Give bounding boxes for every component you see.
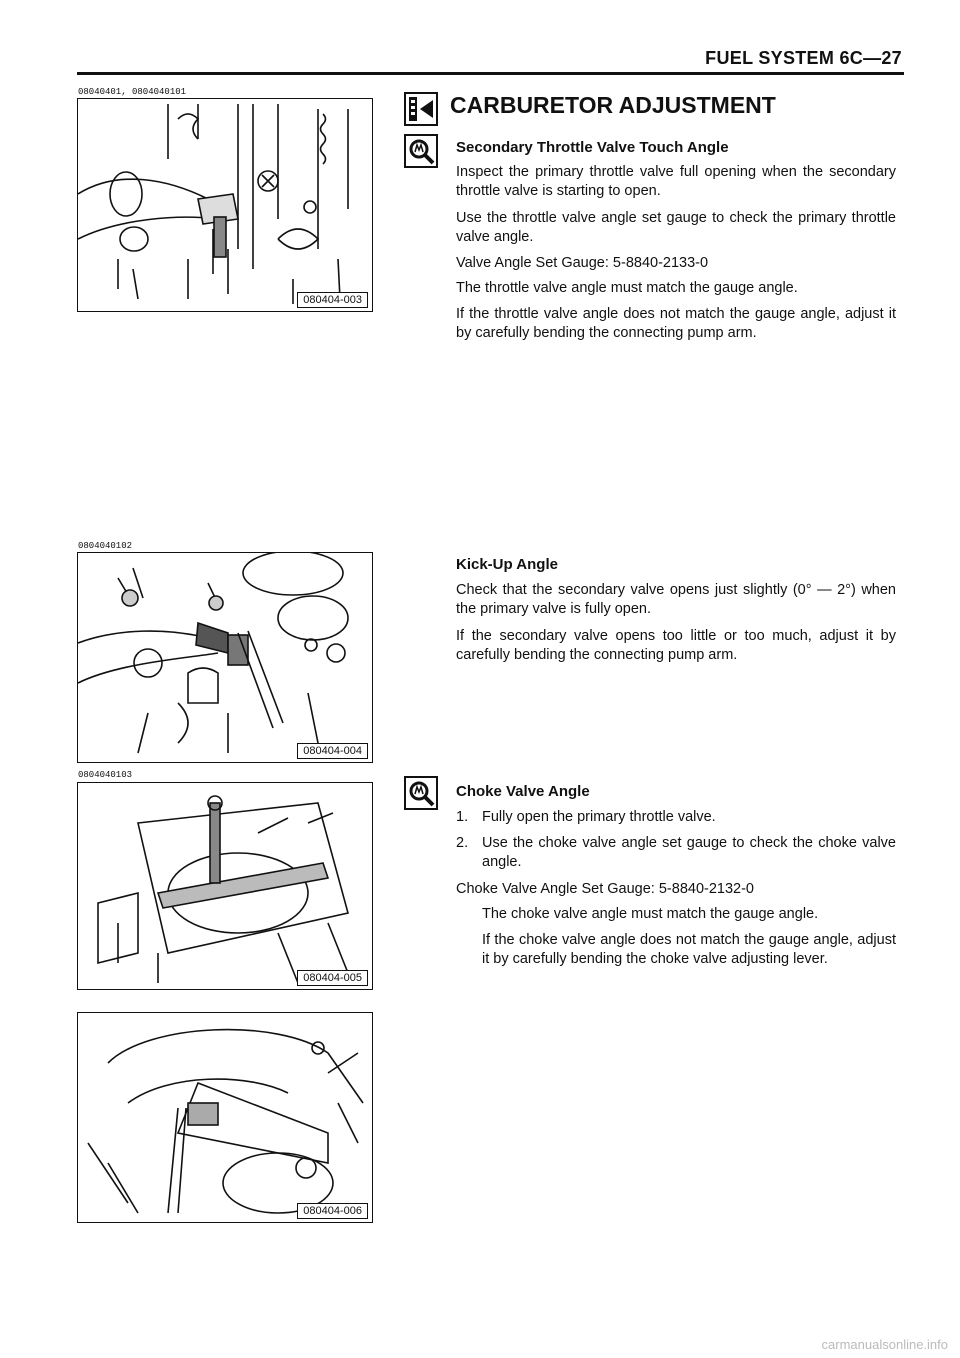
choke-lever-drawing — [78, 1013, 372, 1222]
paragraph: Inspect the primary throttle valve full opening when the secondary throttle valve is starting to open. — [456, 164, 896, 199]
paragraph: If the secondary valve opens too little or too much, adjust it by carefully bending the connecting pump arm. — [456, 628, 896, 663]
tool-spec: Choke Valve Angle Set Gauge: 5-8840-2132-0 — [456, 881, 754, 897]
tool-spec: Valve Angle Set Gauge: 5-8840-2133-0 — [456, 255, 709, 271]
figure-code: 080404-006 — [297, 1203, 368, 1219]
secondary-touch-heading: Secondary Throttle Valve Touch Angle — [456, 139, 729, 156]
figure-ref: 08040401, 0804040101 — [78, 87, 187, 97]
step-number: 1. — [456, 809, 469, 825]
figure-code: 080404-005 — [297, 970, 368, 986]
paragraph: Use the throttle valve angle set gauge to check the primary throttle valve angle. — [456, 210, 896, 245]
page-header: FUEL SYSTEM 6C—27 — [705, 48, 902, 68]
inspection-icon — [404, 134, 438, 168]
paragraph: The choke valve angle must match the gauge angle. — [482, 906, 819, 922]
figure-code: 080404-004 — [297, 743, 368, 759]
paragraph: The throttle valve angle must match the gauge angle. — [456, 280, 798, 296]
kick-up-heading: Kick-Up Angle — [456, 556, 558, 573]
site-watermark: carmanualsonline.info — [821, 1337, 948, 1352]
inspection-icon — [404, 776, 438, 810]
choke-gauge-drawing — [78, 783, 372, 989]
figure-code: 080404-003 — [297, 292, 368, 308]
choke-heading: Choke Valve Angle — [456, 783, 590, 800]
figure-1-illustration — [77, 98, 373, 312]
carburetor-pliers-drawing-2 — [78, 553, 372, 762]
paragraph: Check that the secondary valve opens just slightly (0° — 2°) when the primary valve is fully open. — [456, 582, 896, 617]
figure-2-illustration — [77, 552, 373, 763]
figure-3-illustration — [77, 782, 373, 990]
figure-4-illustration — [77, 1012, 373, 1223]
paragraph: If the throttle valve angle does not match the gauge angle, adjust it by carefully bending the connecting pump arm. — [456, 306, 896, 341]
step-text: Use the choke valve angle set gauge to check the choke valve angle. — [482, 835, 896, 870]
carburetor-pliers-drawing-1 — [78, 99, 372, 311]
paragraph: If the choke valve angle does not match the gauge angle, adjust it by carefully bending the choke valve adjusting lever. — [482, 932, 896, 967]
step-number: 2. — [456, 835, 469, 851]
step-text: Fully open the primary throttle valve. — [482, 809, 716, 825]
header-rule — [77, 72, 904, 75]
figure-ref: 0804040102 — [78, 541, 133, 551]
disassembly-icon — [404, 92, 438, 126]
section-title: CARBURETOR ADJUSTMENT — [450, 92, 776, 118]
figure-ref: 0804040103 — [78, 770, 133, 780]
